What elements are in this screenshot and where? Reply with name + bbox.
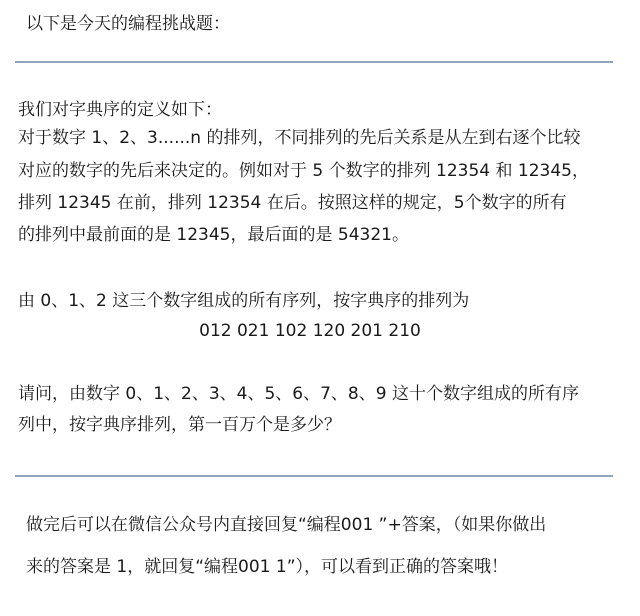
- note-line-1: 做完后可以在微信公众号内直接回复“编程001 ”+答案，（如果你做出: [26, 515, 547, 535]
- example-intro: 由 0、1、2 这三个数字组成的所有序列，按字典序的排列为: [18, 291, 470, 311]
- bottom-divider: [15, 475, 613, 477]
- definition-line-3: 对应的数字的先后来决定的。例如对于 5 个数字的排列 12354 和 12345，: [18, 161, 589, 181]
- question-line-1: 请问，由数字 0、1、2、3、4、5、6、7、8、9 这十个数字组成的所有序: [18, 384, 579, 404]
- definition-line-5: 的排列中最前面的是 12345，最后面的是 54321。: [18, 225, 409, 245]
- page-heading: 以下是今天的编程挑战题：: [26, 14, 230, 34]
- definition-line-2: 对于数字 1、2、3......n 的排列，不同排列的先后关系是从左到右逐个比较: [18, 128, 581, 148]
- question-line-2: 列中，按字典序排列，第一百万个是多少？: [18, 415, 341, 435]
- note-line-2: 来的答案是 1，就回复“编程001 1”），可以看到正确的答案哦！: [26, 557, 509, 577]
- top-divider: [15, 61, 613, 63]
- definition-line-4: 排列 12345 在前，排列 12354 在后。按照这样的规定，5个数字的所有: [18, 193, 567, 213]
- definition-line-1: 我们对字典序的定义如下：: [18, 100, 222, 120]
- example-sequence: 012 021 102 120 201 210: [199, 321, 421, 341]
